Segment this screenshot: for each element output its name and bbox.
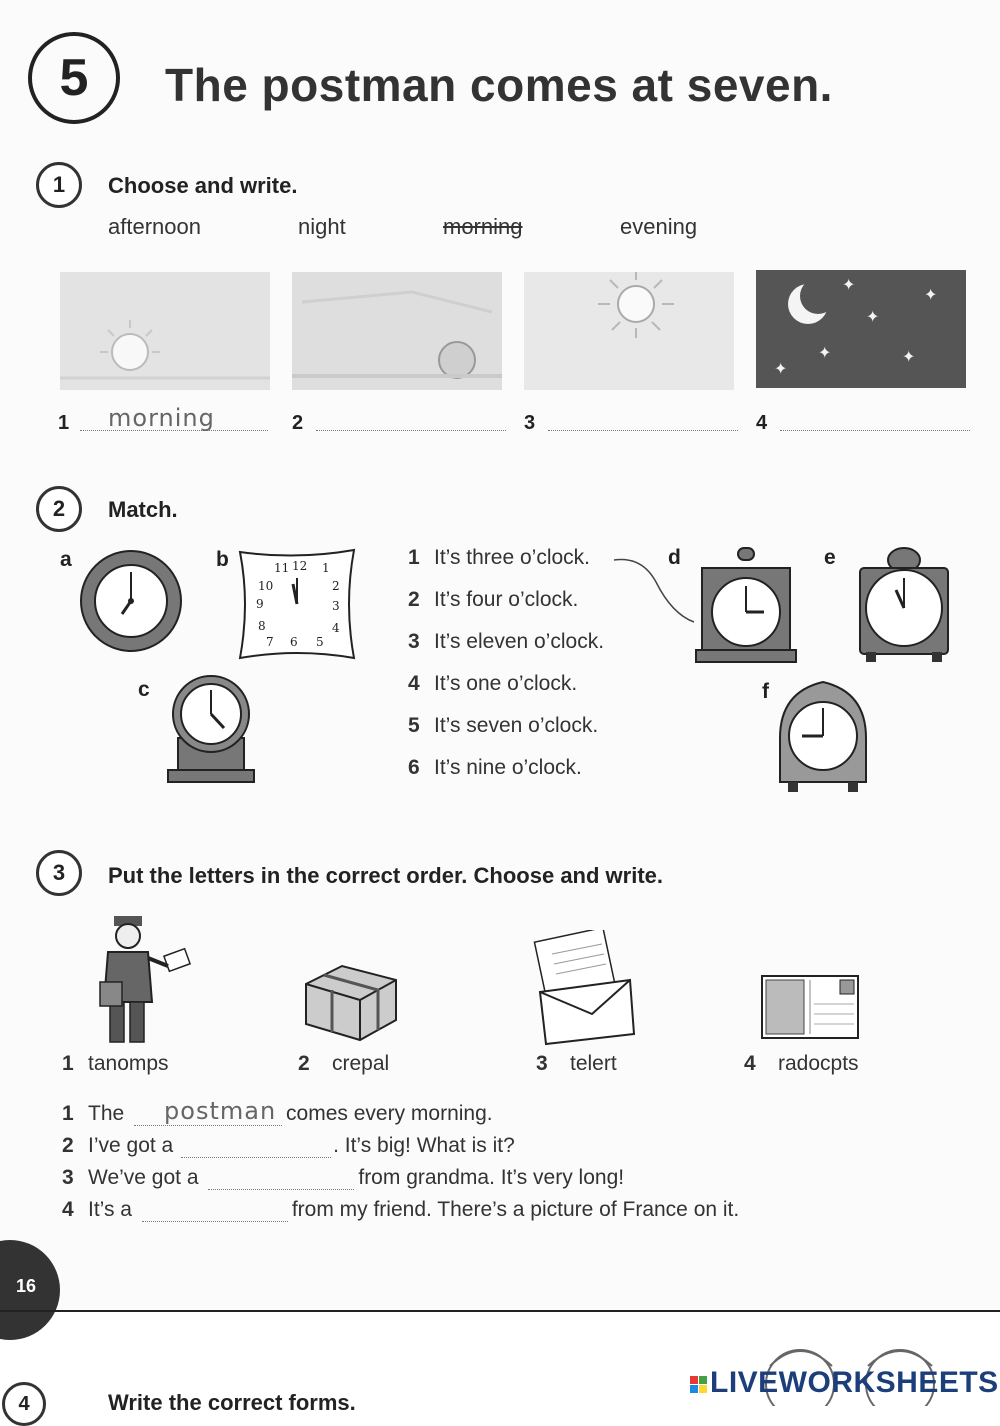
clock-b-icon (236, 548, 358, 660)
exercise-3-number: 3 (36, 850, 82, 896)
word-option: night (298, 214, 346, 239)
clock-label-f: f (762, 680, 769, 703)
clock-label-a: a (60, 548, 72, 571)
clock-label-b: b (216, 548, 229, 571)
clock-c-icon (166, 672, 256, 786)
word-option-used: morning (443, 214, 523, 239)
match-sentence: 1 It’s three o’clock. (408, 546, 591, 569)
word-option: afternoon (108, 214, 201, 239)
postcard-icon (760, 974, 860, 1040)
match-sentence: 6 It’s nine o’clock. (408, 756, 582, 779)
sun-icon (524, 272, 734, 390)
svg-text:✦: ✦ (774, 359, 788, 378)
clock-label-e: e (824, 546, 836, 569)
answer-line[interactable] (548, 430, 738, 431)
answer-number: 3 (524, 412, 536, 434)
afternoon-picture (524, 272, 734, 390)
svg-text:✦: ✦ (866, 307, 880, 326)
letter-icon (532, 930, 638, 1048)
page-number: 16 (16, 1276, 37, 1296)
clock-f-icon (774, 678, 872, 794)
match-sentence: 2 It’s four o’clock. (408, 588, 579, 611)
svg-text:12: 12 (292, 559, 308, 573)
svg-text:✦: ✦ (924, 285, 938, 304)
match-line[interactable] (612, 556, 696, 628)
svg-text:7: 7 (266, 635, 274, 649)
clock-a-icon (78, 548, 184, 654)
exercise-2-title: Match. (108, 497, 178, 522)
exercise-4-title: Write the correct forms. (108, 1390, 356, 1415)
unit-number: 5 (28, 32, 120, 124)
moon-and-stars-icon (756, 270, 966, 388)
exercise-2-number: 2 (36, 486, 82, 532)
evening-picture (292, 272, 502, 390)
svg-text:2: 2 (332, 579, 340, 593)
match-sentence: 3 It’s eleven o’clock. (408, 630, 605, 653)
svg-text:1: 1 (322, 561, 330, 575)
clock-label-d: d (668, 546, 681, 569)
morning-picture (60, 272, 270, 390)
liveworksheets-logo: LIVEWORKSHEETS (690, 1366, 999, 1400)
answer-text: postman (164, 1097, 277, 1125)
answer-line[interactable] (316, 430, 506, 431)
svg-text:5: 5 (316, 635, 324, 649)
answer-text: morning (108, 404, 215, 432)
answer-number: 4 (756, 412, 768, 434)
page-divider (0, 1310, 1000, 1312)
fill-sentence: 4 It’s a from my friend. There’s a picture of France on it. (62, 1198, 740, 1221)
svg-text:✦: ✦ (902, 347, 916, 366)
answer-number: 1 (58, 412, 70, 434)
exercise-1-number: 1 (36, 162, 82, 208)
answer-line[interactable] (780, 430, 970, 431)
setting-sun-icon (292, 272, 502, 390)
svg-text:8: 8 (258, 619, 266, 633)
logo-grid-icon (690, 1376, 707, 1393)
svg-text:4: 4 (332, 621, 340, 635)
svg-text:6: 6 (290, 635, 298, 649)
exercise-1-title: Choose and write. (108, 173, 298, 198)
svg-text:11: 11 (274, 561, 290, 575)
night-picture (756, 270, 966, 388)
clock-label-c: c (138, 678, 150, 701)
answer-blank[interactable] (208, 1169, 354, 1190)
svg-text:10: 10 (258, 579, 274, 593)
fill-sentence: 1 The postman comes every morning. (62, 1097, 493, 1125)
answer-number: 2 (292, 412, 304, 434)
page-title: The postman comes at seven. (165, 59, 833, 111)
fill-sentence: 2 I’ve got a . It’s big! What is it? (62, 1134, 515, 1157)
rising-sun-icon (60, 272, 270, 390)
answer-blank[interactable] (142, 1201, 288, 1222)
postman-icon (94, 912, 194, 1046)
scrambled-word: 3 telert (536, 1052, 617, 1075)
fill-sentence: 3 We’ve got a from grandma. It’s very long! (62, 1166, 625, 1189)
match-sentence: 4 It’s one o’clock. (408, 672, 578, 695)
scrambled-word: 4 radocpts (744, 1052, 859, 1075)
svg-text:✦: ✦ (842, 275, 856, 294)
answer-blank[interactable] (181, 1137, 331, 1158)
svg-text:✦: ✦ (818, 343, 832, 362)
match-sentence: 5 It’s seven o’clock. (408, 714, 599, 737)
parcel-icon (302, 960, 398, 1042)
exercise-3-title: Put the letters in the correct order. Choose and write. (108, 863, 664, 888)
scrambled-word: 1 tanomps (62, 1052, 169, 1075)
word-option: evening (620, 214, 698, 239)
clock-e-icon (856, 546, 952, 664)
svg-text:3: 3 (332, 599, 340, 613)
scrambled-word: 2 crepal (298, 1052, 390, 1075)
exercise-4-number: 4 (2, 1382, 46, 1426)
svg-text:9: 9 (256, 597, 264, 611)
clock-d-icon (694, 546, 798, 664)
answer-blank[interactable] (134, 1097, 282, 1126)
